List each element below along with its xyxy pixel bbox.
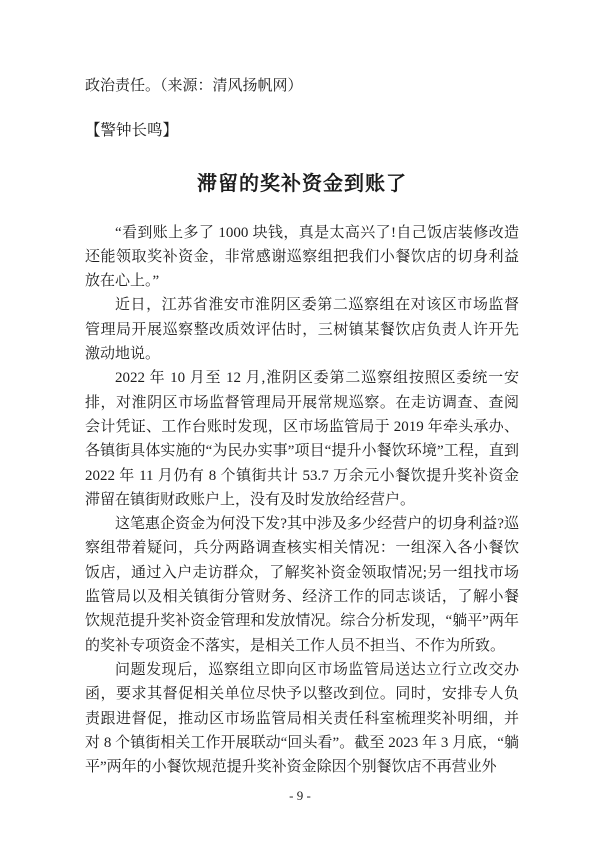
paragraph: 近日，江苏省淮安市淮阴区委第二巡察组在对该区市场监督管理局开展巡察整改质效评估时，三树镇某餐饮店负责人许开先激动地说。 — [85, 297, 519, 363]
page-content — [85, 74, 519, 779]
continuation-text: 政治责任。（来源：清风扬帆网） — [85, 78, 303, 94]
paragraph: 这笔惠企资金为何没下发?其中涉及多少经营户的切身利益?巡察组带着疑问，兵分两路调查核实相关情况：一组深入各小餐饮饭店，通过入户走访群众，了解奖补资金领取情况;另一组找市场监管局以及相关镇街分管财务、经济工作的同志谈话，了解小餐饮规范提升奖补资金管理和发放情况。综合分析发现，“躺平”两年的奖补专项资金不落实，是相关工作人员不担当、不作为所致。 — [85, 516, 519, 654]
paragraph: 2022 年 10 月至 12 月,淮阴区委第二巡察组按照区委统一安排，对淮阴区市场监督管理局开展常规巡察。在走访调查、查阅会计凭证、工作台账时发现，区市场监管局于 2019 年牵头承办、各镇街具体实施的“为民办实事”项目“提升小餐饮环境”工程，直到 2022 年 11 月仍有 8 个镇街共计 53.7 万余元小餐饮提升奖补资金滞留在镇街财政账户上，没有及时发放给经营户。 — [85, 370, 519, 508]
paragraph: “看到账上多了 1000 块钱，真是太高兴了!自己饭店装修改造还能领取奖补资金，非常感谢巡察组把我们小餐饮店的切身利益放在心上。” — [85, 224, 519, 290]
paragraph: 问题发现后，巡察组立即向区市场监管局送达立行立改交办函，要求其督促相关单位尽快予以整改到位。同时，安排专人负责跟进督促，推动区市场监管局相关责任科室梳理奖补明细，并对 8 个镇街相关工作开展联动“回头看”。截至 2023 年 3 月底，“躺平”两年的小餐饮规范提升奖补资金除因个别餐饮店不再营业外 — [85, 661, 519, 776]
article-body — [85, 221, 519, 780]
section-header: 【警钟长鸣】 — [85, 122, 179, 140]
page-number: - 9 - — [289, 788, 311, 803]
article-title: 滞留的奖补资金到账了 — [197, 172, 407, 195]
